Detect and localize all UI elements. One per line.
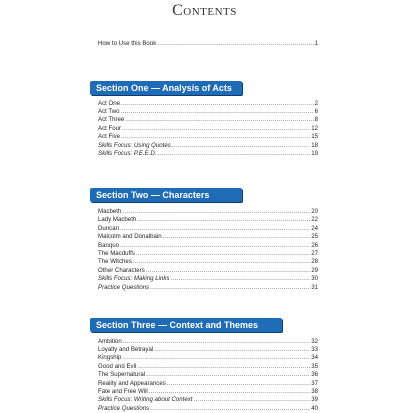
- section-two-heading: Section Two — Characters: [90, 188, 242, 202]
- toc-entry-page: 38: [311, 387, 318, 395]
- dot-leader: [122, 354, 310, 362]
- toc-entry[interactable]: [98, 371, 318, 379]
- toc-entry[interactable]: [98, 216, 318, 224]
- toc-entry-page: 39: [311, 396, 318, 404]
- section-one-heading: Section One — Analysis of Acts: [90, 81, 242, 95]
- dot-leader: [172, 142, 310, 150]
- toc-entry[interactable]: [98, 267, 318, 275]
- toc-entry-page: 15: [311, 133, 318, 141]
- toc-entry-label: Fate and Free Will: [98, 387, 148, 395]
- toc-entry-label: The Macduffs: [98, 250, 135, 257]
- toc-entry-page: 37: [311, 379, 318, 387]
- toc-entry[interactable]: [98, 233, 318, 241]
- toc-entry-page: 8: [314, 116, 318, 124]
- toc-entry-page: 28: [311, 258, 318, 266]
- toc-entry-page: 1: [314, 40, 318, 47]
- dot-leader: [149, 388, 310, 396]
- dot-leader: [170, 275, 310, 283]
- toc-entry[interactable]: [98, 142, 318, 150]
- toc-entry-page: 29: [311, 266, 318, 274]
- toc-entry-label: Ambition: [98, 337, 122, 345]
- dot-leader: [122, 208, 310, 216]
- toc-entry-page: 20: [311, 208, 318, 215]
- toc-entry-label: Kingship: [98, 354, 122, 362]
- toc-entry[interactable]: [98, 338, 318, 346]
- dot-leader: [122, 125, 310, 133]
- dot-leader: [133, 258, 310, 266]
- toc-entry[interactable]: [98, 208, 318, 216]
- dot-leader: [120, 242, 310, 250]
- toc-entry-label: Other Characters: [98, 266, 145, 274]
- toc-entry-page: 18: [311, 141, 318, 149]
- dot-leader: [136, 250, 310, 258]
- dot-leader: [121, 108, 314, 116]
- toc-entry-label: Duncan: [98, 224, 120, 232]
- toc-entry-label: How to Use this Book: [98, 40, 157, 47]
- dot-leader: [121, 133, 310, 141]
- toc-entry-label: Act Two: [98, 107, 120, 115]
- toc-entry[interactable]: [98, 354, 318, 362]
- toc-entry[interactable]: [98, 116, 318, 124]
- dot-leader: [123, 338, 311, 346]
- toc-entry[interactable]: [98, 125, 318, 133]
- dot-leader: [121, 100, 314, 108]
- toc-entry-label: Skills Focus: Using Quotes: [98, 141, 171, 149]
- toc-entry-page: 26: [311, 241, 318, 249]
- toc-entry-page: 19: [311, 149, 318, 157]
- dot-leader: [154, 346, 310, 354]
- toc-entry-label: Act Four: [98, 124, 122, 132]
- toc-entry-label: Banquo: [98, 241, 120, 249]
- toc-entry-label: Act Five: [98, 133, 121, 141]
- toc-entry-label: Macbeth: [98, 208, 122, 215]
- toc-entry-page: 30: [311, 275, 318, 283]
- toc-entry[interactable]: [98, 258, 318, 266]
- dot-leader: [146, 371, 310, 379]
- toc-entry-page: 24: [311, 224, 318, 232]
- toc-entry-page: 35: [311, 362, 318, 370]
- page-title: Contents: [172, 2, 237, 19]
- toc-entry[interactable]: [98, 388, 318, 396]
- toc-entry-page: 33: [311, 345, 318, 353]
- toc-entry-label: Skills Focus: Making Links: [98, 275, 170, 283]
- toc-entry[interactable]: [98, 242, 318, 250]
- dot-leader: [163, 233, 311, 241]
- toc-entry-page: 36: [311, 371, 318, 379]
- dot-leader: [157, 150, 310, 158]
- toc-entry[interactable]: [98, 275, 318, 283]
- toc-entry-label: The Witches: [98, 258, 132, 266]
- dot-leader: [137, 216, 310, 224]
- toc-entry-label: Act One: [98, 99, 121, 107]
- toc-entry[interactable]: [98, 363, 318, 371]
- toc-entry[interactable]: [98, 225, 318, 233]
- toc-entry[interactable]: [98, 250, 318, 258]
- toc-entry-label: Practice Questions: [98, 404, 150, 412]
- toc-entry[interactable]: [98, 100, 318, 108]
- toc-entry-label: Skills Focus: P.E.E.D.: [98, 149, 157, 157]
- toc-entry-page: 27: [311, 250, 318, 257]
- toc-entry-label: Good and Evil: [98, 362, 137, 370]
- toc-entry-label: Reality and Appearances: [98, 379, 166, 387]
- dot-leader: [146, 267, 310, 275]
- dot-leader: [125, 116, 313, 124]
- toc-entry-label: Lady Macbeth: [98, 216, 137, 224]
- dot-leader: [150, 284, 310, 292]
- toc-entry-label: Skills Focus: Writing about Context: [98, 396, 193, 404]
- toc-entry-label: Loyalty and Betrayal: [98, 345, 154, 353]
- dot-leader: [137, 363, 310, 371]
- dot-leader: [157, 40, 313, 48]
- toc-entry-page: 2: [314, 99, 318, 107]
- toc-entry-page: 40: [311, 404, 318, 412]
- toc-entry[interactable]: [98, 108, 318, 116]
- toc-entry[interactable]: [98, 380, 318, 388]
- toc-entry-page: 12: [311, 124, 318, 132]
- toc-entry[interactable]: [98, 396, 318, 404]
- toc-entry-page: 22: [311, 216, 318, 224]
- section-three-heading: Section Three — Context and Themes: [90, 318, 282, 332]
- toc-entry[interactable]: [98, 346, 318, 354]
- toc-entry-label: Act Three: [98, 116, 125, 124]
- dot-leader: [167, 380, 310, 388]
- toc-entry-label: Malcolm and Donalbain: [98, 233, 162, 241]
- toc-entry-page: 31: [311, 283, 318, 291]
- dot-leader: [120, 225, 310, 233]
- toc-entry-intro[interactable]: [98, 40, 318, 48]
- toc-entry[interactable]: [98, 150, 318, 158]
- toc-entry-page: 32: [311, 337, 318, 345]
- toc-entry-page: 25: [311, 233, 318, 241]
- toc-entry-page: 34: [311, 354, 318, 362]
- toc-entry[interactable]: [98, 133, 318, 141]
- toc-entry-label: Practice Questions: [98, 283, 150, 291]
- dot-leader: [194, 396, 311, 404]
- toc-entry-label: The Supernatural: [98, 371, 146, 379]
- toc-entry-page: 6: [314, 107, 318, 115]
- toc-entry[interactable]: [98, 284, 318, 292]
